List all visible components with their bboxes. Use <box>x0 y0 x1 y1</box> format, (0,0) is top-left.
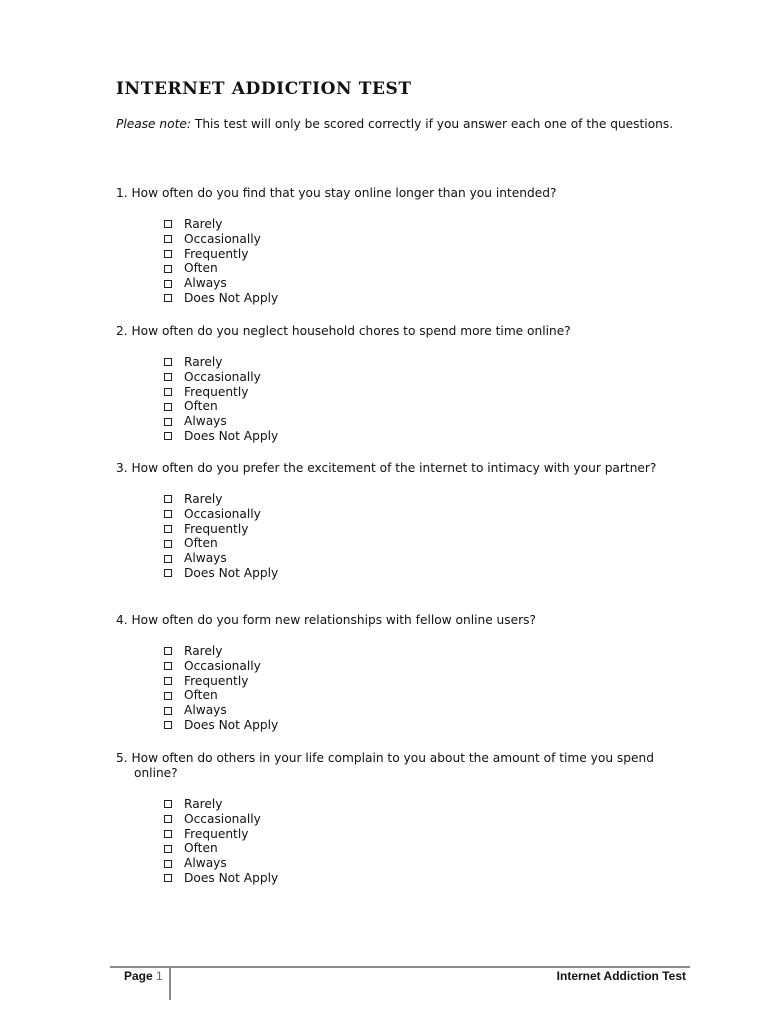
page-number: 1 <box>156 969 163 983</box>
answer-option[interactable] <box>164 522 676 537</box>
answer-option[interactable] <box>164 566 676 581</box>
option-label: Does Not Apply <box>184 717 279 732</box>
option-label: Often <box>184 536 218 551</box>
checkbox-icon[interactable] <box>164 830 172 838</box>
option-label: Frequently <box>184 673 249 688</box>
question-text: 1. How often do you find that you stay online longer than you intended? <box>116 186 557 200</box>
question-2 <box>116 324 676 444</box>
note-text: This test will only be scored correctly if you answer each one of the questions. <box>194 117 674 131</box>
answer-option[interactable] <box>164 492 676 507</box>
question-1 <box>116 186 676 306</box>
checkbox-icon[interactable] <box>164 294 172 302</box>
option-label: Always <box>184 703 227 718</box>
checkbox-icon[interactable] <box>164 647 172 655</box>
answer-option[interactable] <box>164 261 676 276</box>
checkbox-icon[interactable] <box>164 432 172 440</box>
answer-option[interactable] <box>164 644 676 659</box>
option-label: Rarely <box>184 644 223 658</box>
option-label: Rarely <box>184 355 223 369</box>
answer-option[interactable] <box>164 856 676 871</box>
page-label: Page <box>124 969 153 983</box>
answer-option[interactable] <box>164 827 676 842</box>
checkbox-icon[interactable] <box>164 510 172 518</box>
option-label: Always <box>184 856 227 871</box>
option-label: Does Not Apply <box>184 428 279 443</box>
checkbox-icon[interactable] <box>164 874 172 882</box>
option-label: Occasionally <box>184 369 261 384</box>
note-label: Please note: <box>116 117 191 131</box>
option-label: Occasionally <box>184 811 261 826</box>
checkbox-icon[interactable] <box>164 265 172 273</box>
answer-option[interactable] <box>164 871 676 886</box>
checkbox-icon[interactable] <box>164 692 172 700</box>
checkbox-icon[interactable] <box>164 418 172 426</box>
option-label: Occasionally <box>184 231 261 246</box>
checkbox-icon[interactable] <box>164 555 172 563</box>
checkbox-icon[interactable] <box>164 845 172 853</box>
option-label: Rarely <box>184 797 223 811</box>
answer-option[interactable] <box>164 217 676 232</box>
answer-option[interactable] <box>164 385 676 400</box>
answer-options <box>164 797 676 886</box>
checkbox-icon[interactable] <box>164 540 172 548</box>
option-label: Rarely <box>184 492 223 506</box>
question-text: 3. How often do you prefer the excitement of the internet to intimacy with your partner? <box>116 461 657 475</box>
answer-option[interactable] <box>164 841 676 856</box>
footer-document-title: Internet Addiction Test <box>556 969 686 983</box>
answer-option[interactable] <box>164 276 676 291</box>
checkbox-icon[interactable] <box>164 815 172 823</box>
answer-option[interactable] <box>164 247 676 262</box>
option-label: Always <box>184 414 227 429</box>
option-label: Does Not Apply <box>184 565 279 580</box>
checkbox-icon[interactable] <box>164 525 172 533</box>
checkbox-icon[interactable] <box>164 721 172 729</box>
answer-option[interactable] <box>164 536 676 551</box>
option-label: Does Not Apply <box>184 870 279 885</box>
option-label: Often <box>184 841 218 856</box>
answer-option[interactable] <box>164 355 676 370</box>
instructions-note <box>116 117 676 132</box>
option-label: Frequently <box>184 826 249 841</box>
option-label: Occasionally <box>184 506 261 521</box>
checkbox-icon[interactable] <box>164 707 172 715</box>
question-5 <box>116 751 676 886</box>
checkbox-icon[interactable] <box>164 569 172 577</box>
option-label: Often <box>184 688 218 703</box>
answer-option[interactable] <box>164 507 676 522</box>
option-label: Often <box>184 399 218 414</box>
checkbox-icon[interactable] <box>164 280 172 288</box>
checkbox-icon[interactable] <box>164 373 172 381</box>
answer-options <box>164 355 676 444</box>
answer-options <box>164 644 676 733</box>
option-label: Frequently <box>184 521 249 536</box>
answer-option[interactable] <box>164 370 676 385</box>
answer-option[interactable] <box>164 232 676 247</box>
option-label: Rarely <box>184 217 223 231</box>
answer-option[interactable] <box>164 399 676 414</box>
document-title: INTERNET ADDICTION TEST <box>116 79 412 99</box>
answer-options <box>164 492 676 581</box>
answer-option[interactable] <box>164 551 676 566</box>
answer-option[interactable] <box>164 414 676 429</box>
question-4 <box>116 613 676 733</box>
checkbox-icon[interactable] <box>164 677 172 685</box>
checkbox-icon[interactable] <box>164 800 172 808</box>
option-label: Occasionally <box>184 658 261 673</box>
footer-page-indicator <box>124 969 163 983</box>
option-label: Always <box>184 276 227 291</box>
question-3 <box>116 461 676 581</box>
option-label: Always <box>184 551 227 566</box>
checkbox-icon[interactable] <box>164 403 172 411</box>
answer-option[interactable] <box>164 674 676 689</box>
answer-option[interactable] <box>164 797 676 812</box>
checkbox-icon[interactable] <box>164 220 172 228</box>
answer-option[interactable] <box>164 812 676 827</box>
answer-options <box>164 217 676 306</box>
checkbox-icon[interactable] <box>164 388 172 396</box>
footer-divider <box>110 966 690 968</box>
answer-option[interactable] <box>164 429 676 444</box>
checkbox-icon[interactable] <box>164 358 172 366</box>
option-label: Frequently <box>184 384 249 399</box>
checkbox-icon[interactable] <box>164 495 172 503</box>
question-text: 4. How often do you form new relationships with fellow online users? <box>116 613 536 627</box>
checkbox-icon[interactable] <box>164 235 172 243</box>
checkbox-icon[interactable] <box>164 860 172 868</box>
option-label: Frequently <box>184 246 249 261</box>
option-label: Often <box>184 261 218 276</box>
checkbox-icon[interactable] <box>164 250 172 258</box>
answer-option[interactable] <box>164 718 676 733</box>
question-text: 2. How often do you neglect household chores to spend more time online? <box>116 324 571 338</box>
checkbox-icon[interactable] <box>164 662 172 670</box>
answer-option[interactable] <box>164 659 676 674</box>
answer-option[interactable] <box>164 703 676 718</box>
option-label: Does Not Apply <box>184 290 279 305</box>
footer-separator <box>169 966 171 1000</box>
answer-option[interactable] <box>164 291 676 306</box>
answer-option[interactable] <box>164 688 676 703</box>
question-text: 5. How often do others in your life complain to you about the amount of time you spend online? <box>116 751 654 780</box>
